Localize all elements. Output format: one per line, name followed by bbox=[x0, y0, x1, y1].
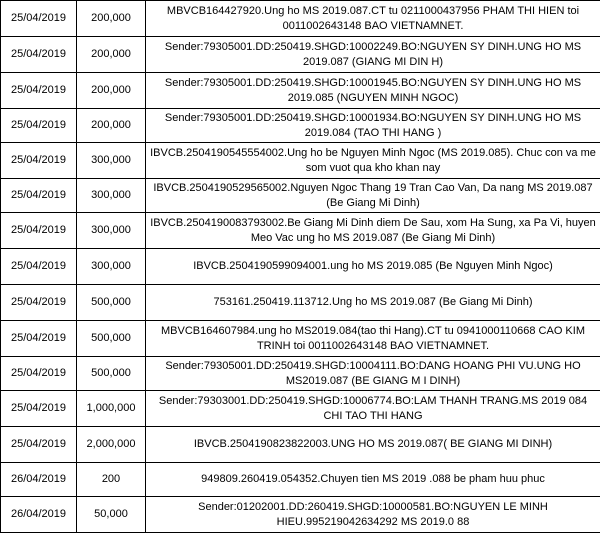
row-amount: 200,000 bbox=[77, 1, 146, 37]
table-row bbox=[1, 321, 600, 357]
ledger-body bbox=[1, 1, 600, 533]
table-row bbox=[1, 109, 600, 143]
row-description: MBVCB164427920.Ung ho MS 2019.087.CT tu 0211000437956 PHAM THI HIEN toi 0011002643148 BAO VIETNAMNET. bbox=[146, 1, 600, 37]
table-row bbox=[1, 357, 600, 391]
table-row bbox=[1, 73, 600, 109]
row-date: 25/04/2019 bbox=[1, 321, 77, 357]
row-date: 25/04/2019 bbox=[1, 213, 77, 249]
row-amount: 500,000 bbox=[77, 321, 146, 357]
row-description: Sender:01202001.DD:260419.SHGD:10000581.BO:NGUYEN LE MINH HIEU.995219042634292 MS 2019.0 88 bbox=[146, 497, 600, 533]
row-description: IBVCB.2504190529565002.Nguyen Ngoc Thang 19 Tran Cao Van, Da nang MS 2019.087 (Be Giang Mi Dinh) bbox=[146, 179, 600, 213]
row-description: 753161.250419.113712.Ung ho MS 2019.087 (Be Giang Mi Dinh) bbox=[146, 285, 600, 321]
row-amount: 500,000 bbox=[77, 357, 146, 391]
row-description: MBVCB164607984.ung ho MS2019.084(tao thi Hang).CT tu 0941000110668 CAO KIM TRINH toi 0011002643148 BAO VIETNAMNET. bbox=[146, 321, 600, 357]
row-description: Sender:79305001.DD:250419.SHGD:10004111.BO:DANG HOANG PHI VU.UNG HO MS2019.087 (BE GIANG M I DINH) bbox=[146, 357, 600, 391]
table-row bbox=[1, 143, 600, 179]
row-description: IBVCB.2504190083793002.Be Giang Mi Dinh diem De Sau, xom Ha Sung, xa Pa Vi, huyen Meo Vac ung ho MS 2019.087 (Be Giang Mi Dinh) bbox=[146, 213, 600, 249]
row-date: 25/04/2019 bbox=[1, 179, 77, 213]
row-amount: 300,000 bbox=[77, 143, 146, 179]
row-date: 25/04/2019 bbox=[1, 37, 77, 73]
row-date: 25/04/2019 bbox=[1, 249, 77, 285]
row-description: Sender:79305001.DD:250419.SHGD:10001945.BO:NGUYEN SY DINH.UNG HO MS 2019.085 (NGUYEN MINH NGOC) bbox=[146, 73, 600, 109]
row-amount: 200,000 bbox=[77, 73, 146, 109]
table-row bbox=[1, 37, 600, 73]
row-date: 25/04/2019 bbox=[1, 285, 77, 321]
row-date: 25/04/2019 bbox=[1, 73, 77, 109]
row-date: 25/04/2019 bbox=[1, 357, 77, 391]
row-amount: 300,000 bbox=[77, 179, 146, 213]
row-date: 25/04/2019 bbox=[1, 109, 77, 143]
row-amount: 50,000 bbox=[77, 497, 146, 533]
row-date: 25/04/2019 bbox=[1, 391, 77, 427]
row-date: 25/04/2019 bbox=[1, 427, 77, 463]
row-description: 949809.260419.054352.Chuyen tien MS 2019 .088 be pham huu phuc bbox=[146, 463, 600, 497]
row-amount: 2,000,000 bbox=[77, 427, 146, 463]
row-description: Sender:79305001.DD:250419.SHGD:10002249.BO:NGUYEN SY DINH.UNG HO MS 2019.087 (GIANG MI DIN H) bbox=[146, 37, 600, 73]
table-row bbox=[1, 179, 600, 213]
row-amount: 1,000,000 bbox=[77, 391, 146, 427]
row-description: Sender:79305001.DD:250419.SHGD:10001934.BO:NGUYEN SY DINH.UNG HO MS 2019.084 (TAO THI HANG ) bbox=[146, 109, 600, 143]
table-row bbox=[1, 391, 600, 427]
row-date: 25/04/2019 bbox=[1, 143, 77, 179]
row-amount: 200,000 bbox=[77, 37, 146, 73]
table-row bbox=[1, 249, 600, 285]
table-row bbox=[1, 285, 600, 321]
table-row bbox=[1, 213, 600, 249]
row-description: IBVCB.2504190599094001.ung ho MS 2019.085 (Be Nguyen Minh Ngoc) bbox=[146, 249, 600, 285]
row-amount: 200,000 bbox=[77, 109, 146, 143]
row-date: 26/04/2019 bbox=[1, 497, 77, 533]
table-row bbox=[1, 1, 600, 37]
table-row bbox=[1, 427, 600, 463]
row-description: IBVCB.2504190823822003.UNG HO MS 2019.087( BE GIANG MI DINH) bbox=[146, 427, 600, 463]
row-amount: 300,000 bbox=[77, 213, 146, 249]
row-description: IBVCB.2504190545554002.Ung ho be Nguyen Minh Ngoc (MS 2019.085). Chuc con va me som vuot qua kho khan nay bbox=[146, 143, 600, 179]
row-description: Sender:79303001.DD:250419.SHGD:10006774.BO:LAM THANH TRANG.MS 2019 084 CHI TAO THI HANG bbox=[146, 391, 600, 427]
table-row bbox=[1, 463, 600, 497]
row-date: 26/04/2019 bbox=[1, 463, 77, 497]
row-amount: 500,000 bbox=[77, 285, 146, 321]
row-amount: 200 bbox=[77, 463, 146, 497]
table-row bbox=[1, 497, 600, 533]
row-amount: 300,000 bbox=[77, 249, 146, 285]
row-date: 25/04/2019 bbox=[1, 1, 77, 37]
